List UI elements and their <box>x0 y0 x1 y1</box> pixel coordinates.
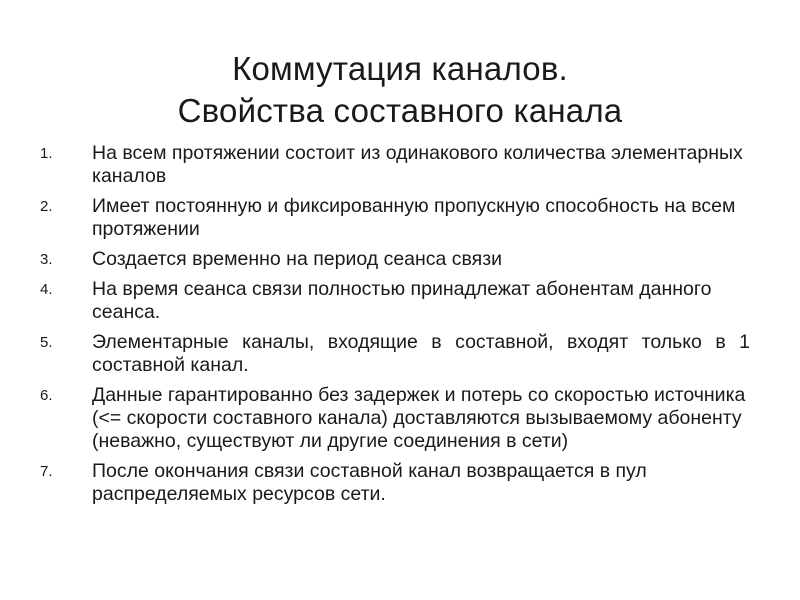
list-item <box>40 331 750 377</box>
list-item-text: На всем протяжении состоит из одинакового количества элементарных каналов <box>92 142 743 187</box>
list-item <box>40 278 750 324</box>
list-item-text: Данные гарантированно без задержек и потерь со скоростью источника (<= скорости составного канала) доставляются вызываемому абоненту (неважно, существуют ли другие соединения в сети) <box>92 384 746 452</box>
list-item-number: 3. <box>40 251 53 268</box>
list-item <box>40 384 750 453</box>
list-item-number: 2. <box>40 198 53 215</box>
title-line-1: Коммутация каналов. <box>232 50 568 88</box>
list-item-number: 7. <box>40 463 53 480</box>
list-item <box>40 460 750 506</box>
slide-title <box>0 48 800 132</box>
list-item-text: На время сеанса связи полностью принадлежат абонентам данного сеанса. <box>92 278 712 323</box>
list-item-number: 4. <box>40 281 53 298</box>
list-item-text: Имеет постоянную и фиксированную пропускную способность на всем протяжении <box>92 195 736 240</box>
title-line-2: Свойства составного канала <box>177 92 623 130</box>
list-item-text: После окончания связи составной канал возвращается в пул распределяемых ресурсов сети. <box>92 460 647 505</box>
list-item <box>40 248 750 271</box>
properties-list <box>40 142 750 513</box>
list-item-number: 6. <box>40 387 53 404</box>
list-item <box>40 142 750 188</box>
list-item-number: 1. <box>40 145 53 162</box>
list-item-text: Элементарные каналы, входящие в составной, входят только в 1 составной канал. <box>92 331 750 376</box>
list-item-number: 5. <box>40 334 53 351</box>
list-item <box>40 195 750 241</box>
list-item-text: Создается временно на период сеанса связи <box>92 248 503 270</box>
